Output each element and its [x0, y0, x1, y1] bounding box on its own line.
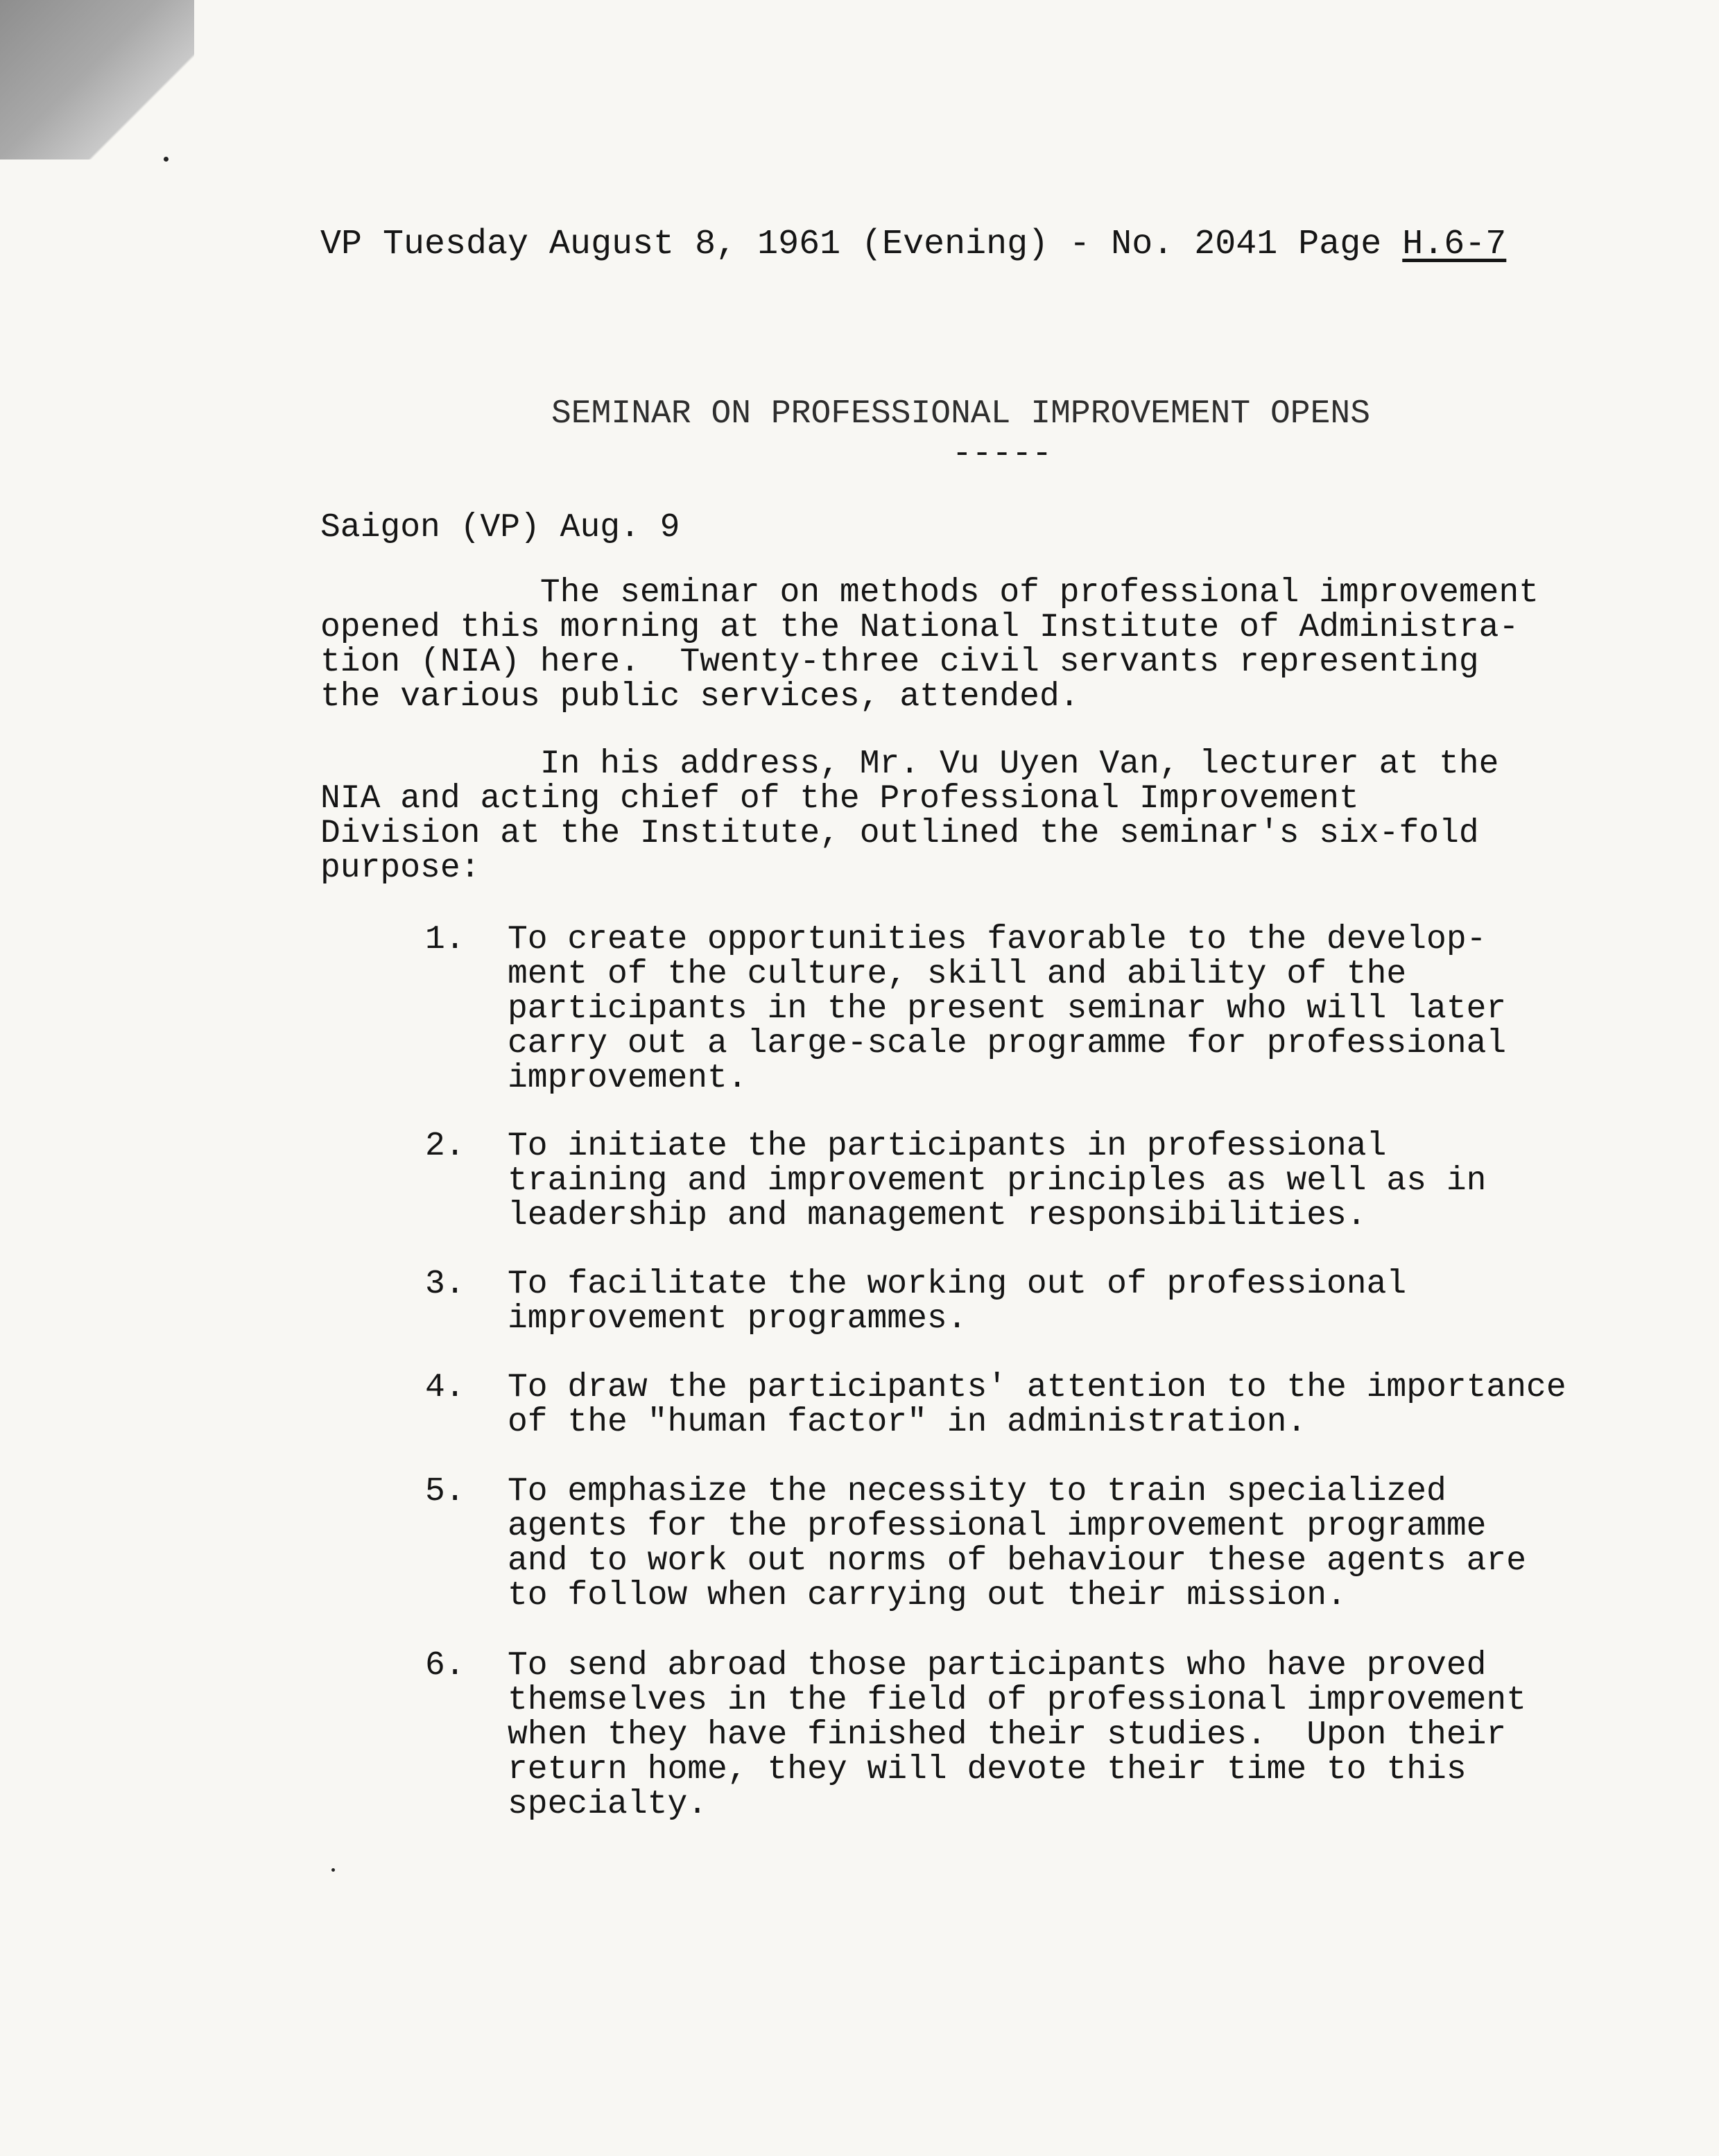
purpose-text: To initiate the participants in professional training and improvement principles as well as in leadership and management responsibilities. — [508, 1128, 1487, 1234]
document-title: SEMINAR ON PROFESSIONAL IMPROVEMENT OPENS — [551, 395, 1370, 433]
header-text: VP Tuesday August 8, 1961 (Evening) - No. 2041 Page — [320, 225, 1403, 264]
header-line — [320, 227, 1506, 262]
paragraph-address: In his address, Mr. Vu Uyen Van, lecturer at the NIA and acting chief of the Professional Improvement Division at the Institute, outlined the seminar's six-fold purpose: — [320, 745, 1499, 887]
header-page-reference: H.6-7 — [1402, 225, 1507, 264]
purpose-number: 1. — [425, 921, 465, 958]
purpose-text: To create opportunities favorable to the develop- ment of the culture, skill and ability of the participants in the present seminar who will later carry out a large-scale programme for professional improvement. — [508, 921, 1507, 1097]
purpose-text: To send abroad those participants who have proved themselves in the field of professional improvement when they have finished their studies. Upon their return home, they will devote their time to this specialty. — [508, 1647, 1527, 1823]
purpose-number: 5. — [425, 1473, 465, 1510]
purpose-number: 3. — [425, 1266, 465, 1303]
purpose-text: To facilitate the working out of professional improvement programmes. — [508, 1266, 1407, 1338]
ink-speck — [331, 1868, 335, 1872]
dateline: Saigon (VP) Aug. 9 — [320, 509, 680, 546]
ink-speck — [164, 157, 169, 162]
purpose-number: 2. — [425, 1128, 465, 1165]
purpose-text: To emphasize the necessity to train specialized agents for the professional improvement programme and to work out norms of behaviour these agents are to follow when carrying out their mission. — [508, 1473, 1527, 1614]
paragraph-opening: The seminar on methods of professional improvement opened this morning at the National Institute of Administra- tion (NIA) here. Twenty-three civil servants representing the various public services, attended. — [320, 574, 1539, 716]
purpose-text: To draw the participants' attention to the importance of the "human factor" in administration. — [508, 1369, 1566, 1441]
purpose-number: 4. — [425, 1369, 465, 1406]
folded-corner-shadow — [0, 0, 194, 159]
title-rule: ----- — [952, 435, 1053, 473]
purpose-number: 6. — [425, 1647, 465, 1684]
